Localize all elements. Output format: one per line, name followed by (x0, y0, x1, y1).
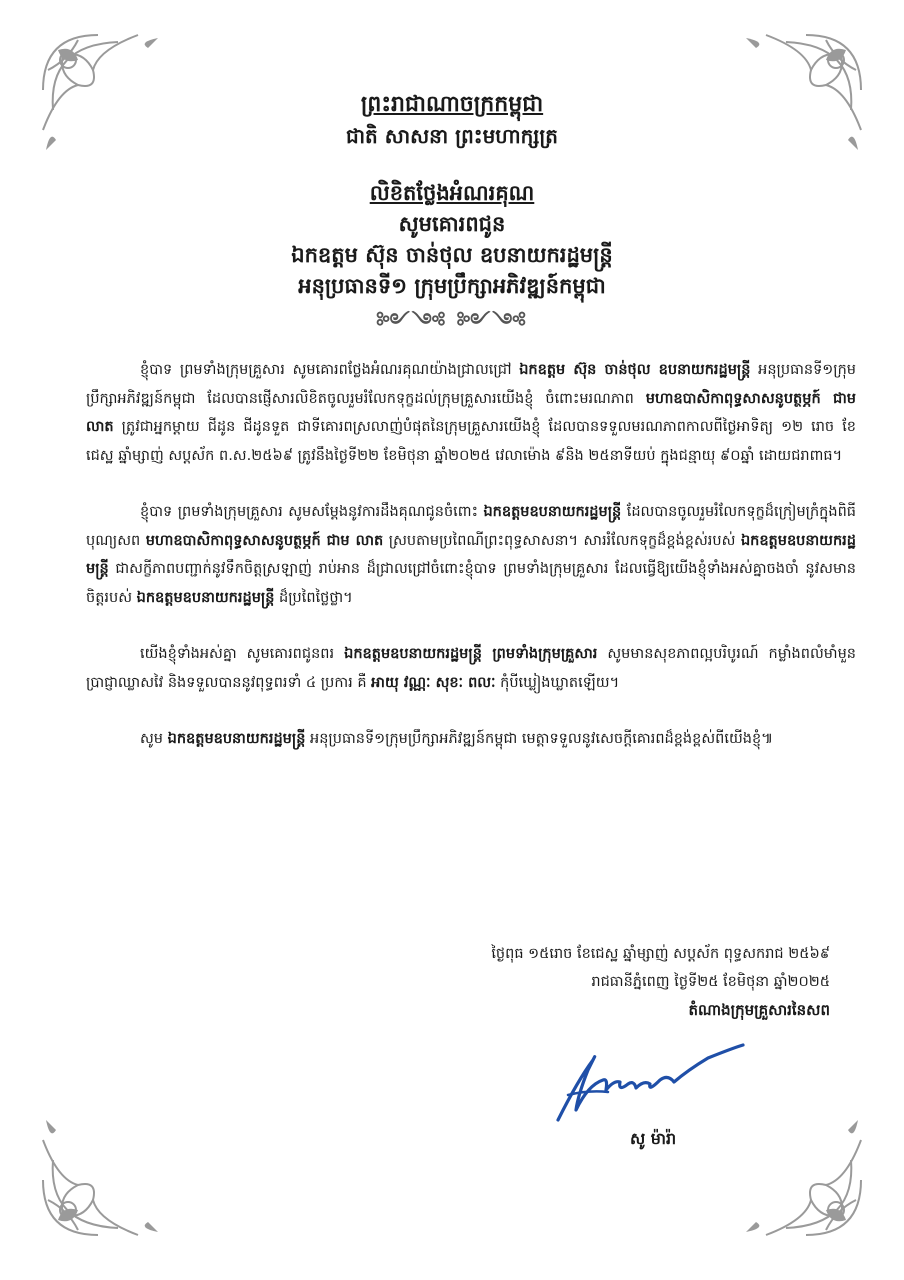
bold-deceased-name: មហាឧបាសិកាពុទ្ធសាសនូបត្ថម្ភក៍ ជាម លាត (86, 390, 856, 435)
paragraph-text: សូមមានសុខភាពល្អបរិបូរណ៍ កម្លាំងពលំមាំមួន ប្រាជ្ញាឈ្លាសវៃ និងទទួលបាននូវពុទ្ធពរទាំ ៤ ប្រការ គឺ (86, 646, 856, 691)
corner-ornament-bottom-left (38, 1100, 178, 1240)
paragraph-4 (86, 725, 856, 754)
national-header (0, 90, 904, 152)
bold-recipient: ឯកឧត្តម ស៊ុន ចាន់ថុល ឧបនាយករដ្ឋមន្ត្រី (519, 362, 751, 378)
recipient-name: ឯកឧត្តម ស៊ុន ចាន់ថុល ឧបនាយករដ្ឋមន្ត្រី (291, 243, 613, 267)
bold-recipient: ឯកឧត្តមឧបនាយករដ្ឋមន្ត្រី (86, 532, 856, 577)
kingdom-name: ព្រះរាជាណាចក្រកម្ពុជា (360, 92, 544, 117)
paragraph-text: អនុប្រធានទី១ក្រុមប្រឹក្សាអភិវឌ្ឍន៍កម្ពុជា ដែលបានផ្ញើសារលិខិតចូលរួមរំលែកទុក្ខដល់ក្រុមគ្រួសារយើងខ្ញុំ ចំពោះមរណភាព (86, 362, 856, 407)
decorative-divider: ༻༺ ༻༺ (376, 309, 528, 333)
paragraph-2 (86, 498, 856, 612)
date-block (330, 940, 830, 1024)
bold-recipient: ឯកឧត្តមឧបនាយករដ្ឋមន្ត្រី (483, 504, 622, 520)
salutation: សូមគោរពជូន (398, 212, 506, 236)
bold-recipient: ឯកឧត្តមឧបនាយករដ្ឋមន្ត្រី ព្រមទាំងក្រុមគ្រួសារ (344, 646, 598, 662)
lunar-date: ថ្ងៃពុធ ១៥រោច ខែជេស្ឋ ឆ្នាំម្សាញ់ សប្តស័ក ពុទ្ធសករាជ ២៥៦៩ (491, 946, 830, 962)
letter-title: លិខិតថ្លែងអំណរគុណ (369, 181, 535, 205)
paragraph-text: ខ្ញុំបាទ ព្រមទាំងក្រុមគ្រួសារ សូមគោរពថ្លែងអំណរគុណយ៉ាងជ្រាលជ្រៅ (140, 362, 520, 378)
national-motto: ជាតិ សាសនា ព្រះមហាក្សត្រ (346, 124, 558, 148)
paragraph-text: ខ្ញុំបាទ ព្រមទាំងក្រុមគ្រួសារ សូមសម្ដែងនូវការដឹងគុណជូនចំពោះ (140, 504, 484, 520)
bold-deceased-name: មហាឧបាសិកាពុទ្ធសាសនូបត្ថម្ភក៍ ជាម លាត (145, 532, 384, 549)
paragraph-text: កុំបីឃ្លៀងឃ្លាតឡើយ។ (495, 674, 620, 691)
paragraph-1 (86, 356, 856, 470)
bold-recipient: ឯកឧត្តមឧបនាយករដ្ឋមន្ត្រី (167, 731, 306, 747)
paragraph-text: យើងខ្ញុំទាំងអស់គ្នា សូមគោរពជូនពរ (140, 646, 345, 662)
signer-name: សូ ម៉ារ៉ា (630, 1129, 677, 1148)
solar-date: រាជធានីភ្នំពេញ ថ្ងៃទី២៥ ខែមិថុនា ឆ្នាំ២០២៥ (591, 974, 830, 990)
bold-blessings: អាយុ វណ្ណៈ សុខៈ ពលៈ (371, 674, 496, 691)
on-behalf-label: តំណាងក្រុមគ្រួសារនៃសព (688, 1001, 830, 1019)
paragraph-text: ត្រូវជាអ្នកម្ដាយ ជីដូន ជីដូនទួត ជាទីគោរពស្រលាញ់បំផុតនៃក្រុមគ្រួសារយើងខ្ញុំ ដែលបានទទួលមរណភាពកាលពីថ្ងៃអាទិត្យ ១២ រោច ខែជេស្ឋ ឆ្នាំម្សាញ់ សប្តស័ក ព.ស.២៥៦៩ ត្រូវនឹងថ្ងៃទី២២ ខែមិថុនា ឆ្នាំ២០២៥ វេលាម៉ោង ៩និង ២៥នាទីយប់ ក្នុងជន្មាយុ ៩០ឆ្នាំ ដោយជរាពាធ។ (86, 419, 856, 464)
paragraph-text: ស្របតាមប្រពៃណីព្រះពុទ្ធសាសនា។ សាររំលែកទុក្ខដ៏ខ្ពង់ខ្ពស់របស់ (383, 532, 741, 549)
paragraph-text: ដ៏ប្រពៃថ្លៃថ្លា។ (274, 589, 353, 606)
letter-titles (0, 178, 904, 337)
paragraph-text: ដែលបានចូលរួមរំលែកទុក្ខដ៏ក្រៀមក្រំក្នុងពិធីបុណ្យសព (86, 504, 856, 549)
paragraph-text: សូម (140, 731, 168, 747)
paragraph-3 (86, 640, 856, 697)
recipient-position: អនុប្រធានទី១ ក្រុមប្រឹក្សាអភិវឌ្ឍន៍កម្ពុជា (298, 274, 606, 298)
bold-recipient: ឯកឧត្តមឧបនាយករដ្ឋមន្ត្រី (136, 589, 275, 606)
handwritten-signature (548, 1040, 748, 1130)
paragraph-text: អនុប្រធានទី១ក្រុមប្រឹក្សាអភិវឌ្ឍន៍កម្ពុជា មេត្តាទទួលនូវសេចក្ដីគោរពដ៏ខ្ពង់ខ្ពស់ពីយើងខ្ញុំ៕ (305, 731, 774, 747)
letter-body (86, 356, 856, 782)
paragraph-text: ជាសក្ខីភាពបញ្ជាក់នូវទឹកចិត្តស្រឡាញ់ រាប់អាន ដ៏ជ្រាលជ្រៅចំពោះខ្ញុំបាទ ព្រមទាំងក្រុមគ្រួសារ ដែលធ្វើឱ្យយើងខ្ញុំទាំងអស់គ្នាចងចាំ នូវសមានចិត្តរបស់ (86, 561, 856, 606)
